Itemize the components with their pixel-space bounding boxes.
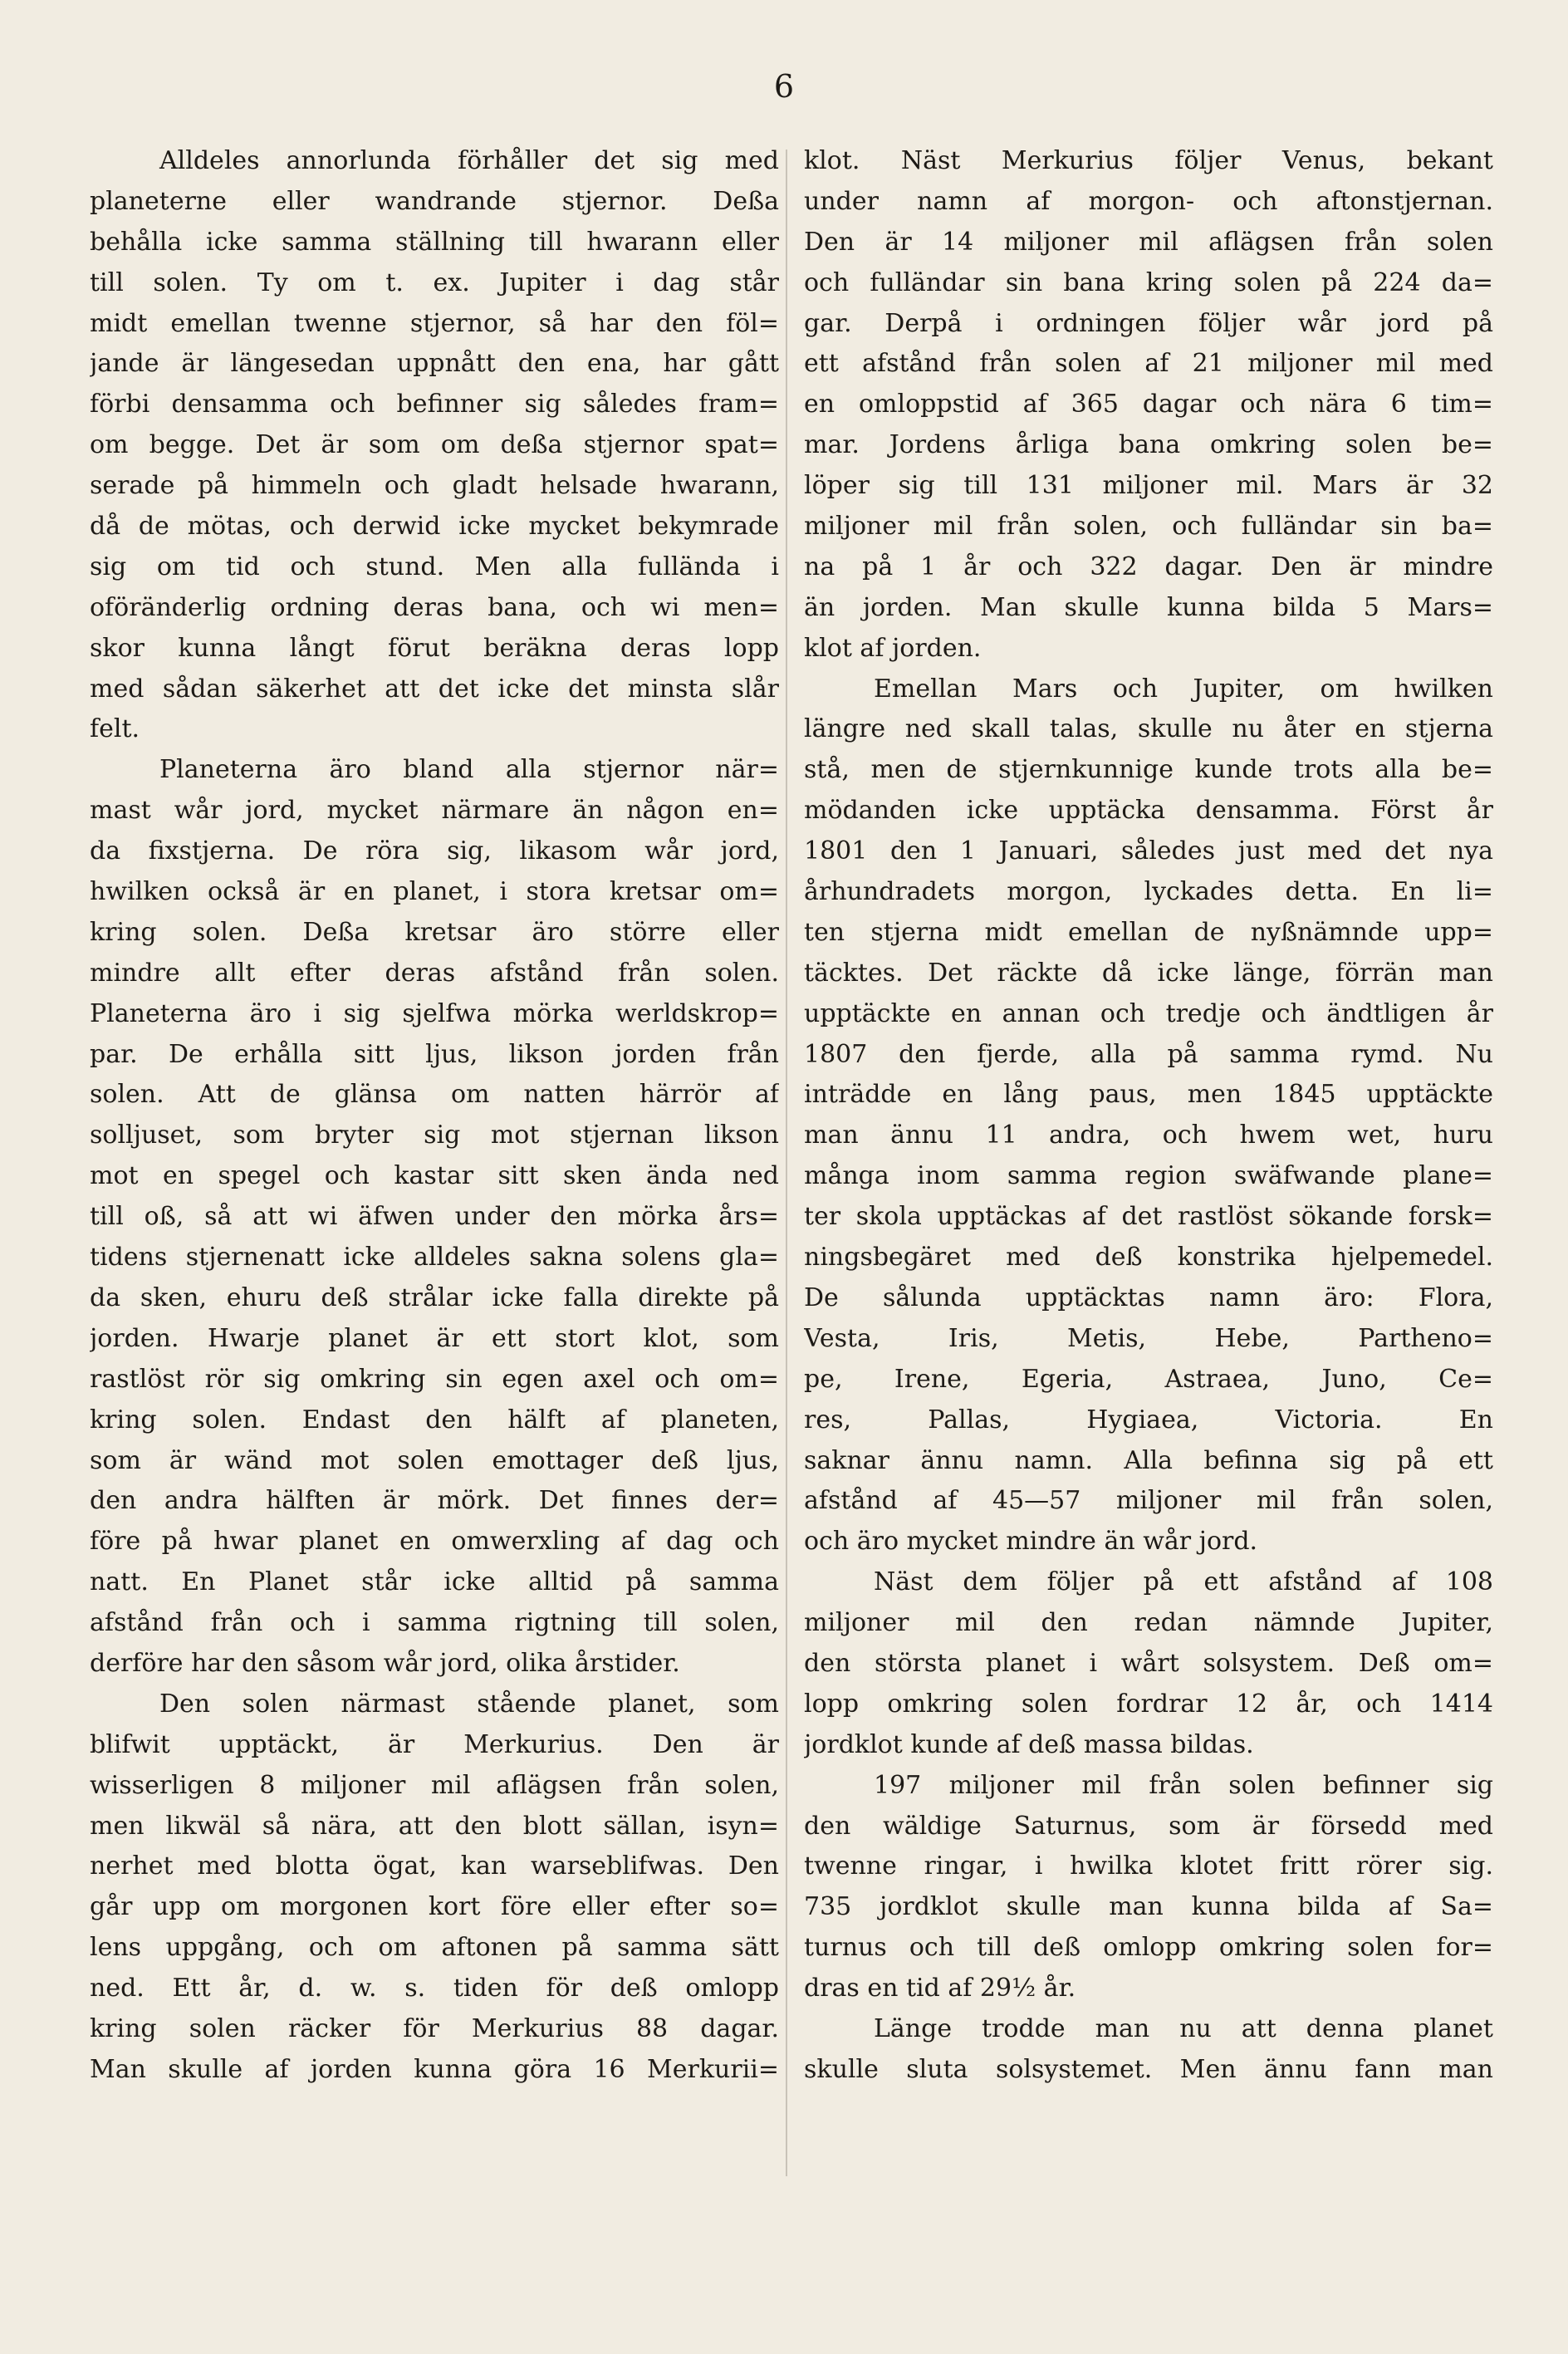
text-line: då de mötas, och derwid icke mycket bekymrade	[90, 512, 779, 542]
text-line: under namn af morgon- och aftonstjernan.	[804, 186, 1493, 216]
text-line: da fixstjerna. De röra sig, likasom wår jord,	[90, 836, 779, 866]
text-line: dras en tid af 29½ år.	[804, 1974, 1076, 2003]
text-line: kring solen. Deßa kretsar äro större eller	[90, 917, 779, 947]
text-line: res, Pallas, Hygiaea, Victoria. En	[804, 1405, 1493, 1434]
text-line: solljuset, som bryter sig mot stjernan likson	[90, 1121, 779, 1150]
text-line: som är wänd mot solen emottager deß ljus,	[90, 1445, 779, 1475]
text-line: ter skola upptäckas af det rastlöst sökande forsk=	[804, 1202, 1493, 1232]
text-line: Planeterna äro bland alla stjernor när=	[159, 755, 779, 785]
text-line: gar. Derpå i ordningen följer wår jord på	[804, 308, 1493, 338]
text-line: stå, men de stjernkunnige kunde trots alla be=	[804, 755, 1493, 785]
text-line: 1807 den fjerde, alla på samma rymd. Nu	[804, 1039, 1493, 1069]
text-line: turnus och till deß omlopp omkring solen for=	[804, 1933, 1493, 1963]
text-line: ten stjerna midt emellan de nyßnämnde upp=	[804, 917, 1493, 947]
text-line: än jorden. Man skulle kunna bilda 5 Mars=	[804, 592, 1493, 622]
text-line: tidens stjernenatt icke alldeles sakna solens gla=	[90, 1243, 779, 1273]
text-line: Planeterna äro i sig sjelfwa mörka werldskrop=	[90, 998, 779, 1028]
text-line: 197 miljoner mil från solen befinner sig	[874, 1770, 1493, 1800]
text-line: sig om tid och stund. Men alla fullända i	[90, 552, 779, 581]
text-line: Vesta, Iris, Metis, Hebe, Partheno=	[804, 1323, 1493, 1353]
text-line: mar. Jordens årliga bana omkring solen be=	[804, 430, 1493, 460]
text-line: man ännu 11 andra, och hwem wet, huru	[804, 1121, 1493, 1150]
text-line: Emellan Mars och Jupiter, om hwilken	[874, 674, 1493, 704]
text-line: planeterne eller wandrande stjernor. Deßa	[90, 186, 779, 216]
text-line: saknar ännu namn. Alla befinna sig på ett	[804, 1445, 1493, 1475]
page-number: 6	[773, 68, 795, 105]
text-line: pe, Irene, Egeria, Astraea, Juno, Ce=	[804, 1364, 1493, 1394]
text-line: jordklot kunde af deß massa bildas.	[804, 1729, 1254, 1759]
text-line: twenne ringar, i hwilka klotet fritt rörer sig.	[804, 1851, 1493, 1881]
text-line: Alldeles annorlunda förhåller det sig med	[159, 146, 779, 175]
text-line: Man skulle af jorden kunna göra 16 Merkurii=	[90, 2054, 779, 2084]
text-line: inträdde en lång paus, men 1845 upptäckte	[804, 1080, 1493, 1110]
text-line: De sålunda upptäcktas namn äro: Flora,	[804, 1282, 1493, 1312]
text-line: århundradets morgon, lyckades detta. En li=	[804, 877, 1493, 907]
text-line: blifwit upptäckt, är Merkurius. Den är	[90, 1729, 779, 1759]
text-line: och äro mycket mindre än wår jord.	[804, 1527, 1258, 1557]
text-line: ningsbegäret med deß konstrika hjelpemedel.	[804, 1243, 1493, 1273]
text-line: med sådan säkerhet att det icke det minsta slår	[90, 674, 779, 704]
text-line: och fulländar sin bana kring solen på 224 da=	[804, 267, 1493, 297]
text-line: en omloppstid af 365 dagar och nära 6 tim=	[804, 390, 1493, 419]
text-line: men likwäl så nära, att den blott sällan, isyn=	[90, 1811, 779, 1841]
text-line: natt. En Planet står icke alltid på samma	[90, 1567, 779, 1597]
text-line: många inom samma region swäfwande plane=	[804, 1161, 1493, 1191]
text-line: nerhet med blotta ögat, kan warseblifwas. Den	[90, 1851, 779, 1881]
text-line: miljoner mil den redan nämnde Jupiter,	[804, 1608, 1493, 1638]
text-line: Den är 14 miljoner mil aflägsen från solen	[804, 227, 1493, 257]
text-line: till oß, så att wi äfwen under den mörka års=	[90, 1202, 779, 1232]
text-line: till solen. Ty om t. ex. Jupiter i dag står	[90, 267, 779, 297]
text-line: na på 1 år och 322 dagar. Den är mindre	[804, 552, 1493, 581]
text-line: den wäldige Saturnus, som är försedd med	[804, 1811, 1493, 1841]
text-line: upptäckte en annan och tredje och ändtligen år	[804, 998, 1493, 1028]
text-line: hwilken också är en planet, i stora kretsar om=	[90, 877, 779, 907]
text-line: oföränderlig ordning deras bana, och wi men=	[90, 592, 779, 622]
text-line: klot af jorden.	[804, 633, 982, 663]
text-line: går upp om morgonen kort före eller efter so=	[90, 1892, 779, 1922]
text-line: 1801 den 1 Januari, således just med det nya	[804, 836, 1493, 866]
right-text-column	[804, 141, 1493, 2091]
text-line: par. De erhålla sitt ljus, likson jorden från	[90, 1039, 779, 1069]
text-line: lens uppgång, och om aftonen på samma sätt	[90, 1933, 779, 1963]
text-line: miljoner mil från solen, och fulländar sin ba=	[804, 512, 1493, 542]
text-line: täcktes. Det räckte då icke länge, förrän man	[804, 958, 1493, 988]
text-line: Den solen närmast stående planet, som	[159, 1689, 779, 1719]
text-line: felt.	[90, 714, 140, 744]
text-line: längre ned skall talas, skulle nu åter en stjerna	[804, 714, 1493, 744]
text-line: rastlöst rör sig omkring sin egen axel och om=	[90, 1364, 779, 1394]
left-text-column	[90, 141, 779, 2091]
text-line: klot. Näst Merkurius följer Venus, bekant	[804, 146, 1493, 175]
text-line: jorden. Hwarje planet är ett stort klot, som	[90, 1323, 779, 1353]
text-line: da sken, ehuru deß strålar icke falla direkte på	[90, 1282, 779, 1312]
text-line: om begge. Det är som om deßa stjernor spat=	[90, 430, 779, 460]
text-line: kring solen räcker för Merkurius 88 dagar.	[90, 2013, 779, 2043]
text-line: löper sig till 131 miljoner mil. Mars är 32	[804, 471, 1493, 501]
text-line: derföre har den såsom wår jord, olika årstider.	[90, 1648, 680, 1678]
text-line: den största planet i wårt solsystem. Deß om=	[804, 1648, 1493, 1678]
text-line: skor kunna långt förut beräkna deras lopp	[90, 633, 779, 663]
column-divider	[786, 150, 787, 2176]
text-line: serade på himmeln och gladt helsade hwarann,	[90, 471, 779, 501]
text-line: Näst dem följer på ett afstånd af 108	[874, 1567, 1493, 1597]
text-line: Länge trodde man nu att denna planet	[874, 2013, 1493, 2043]
text-line: ned. Ett år, d. w. s. tiden för deß omlopp	[90, 1974, 779, 2003]
text-line: afstånd från och i samma rigtning till solen,	[90, 1608, 779, 1638]
text-line: afstånd af 45—57 miljoner mil från solen,	[804, 1486, 1493, 1516]
text-line: 735 jordklot skulle man kunna bilda af Sa=	[804, 1892, 1493, 1922]
text-line: ett afstånd från solen af 21 miljoner mil med	[804, 349, 1493, 379]
text-line: den andra hälften är mörk. Det finnes der=	[90, 1486, 779, 1516]
text-line: behålla icke samma ställning till hwarann eller	[90, 227, 779, 257]
text-line: jande är längesedan uppnått den ena, har gått	[90, 349, 779, 379]
text-line: midt emellan twenne stjernor, så har den föl=	[90, 308, 779, 338]
text-line: lopp omkring solen fordrar 12 år, och 1414	[804, 1689, 1493, 1719]
text-line: förbi densamma och befinner sig således fram=	[90, 390, 779, 419]
text-line: solen. Att de glänsa om natten härrör af	[90, 1080, 779, 1110]
text-line: före på hwar planet en omwerxling af dag och	[90, 1527, 779, 1557]
text-line: kring solen. Endast den hälft af planeten,	[90, 1405, 779, 1434]
text-line: mindre allt efter deras afstånd från solen.	[90, 958, 779, 988]
text-line: mödanden icke upptäcka densamma. Först år	[804, 796, 1493, 826]
text-line: mot en spegel och kastar sitt sken ända ned	[90, 1161, 779, 1191]
text-line: wisserligen 8 miljoner mil aflägsen från solen,	[90, 1770, 779, 1800]
text-line: skulle sluta solsystemet. Men ännu fann man	[804, 2054, 1493, 2084]
text-line: mast wår jord, mycket närmare än någon en=	[90, 796, 779, 826]
